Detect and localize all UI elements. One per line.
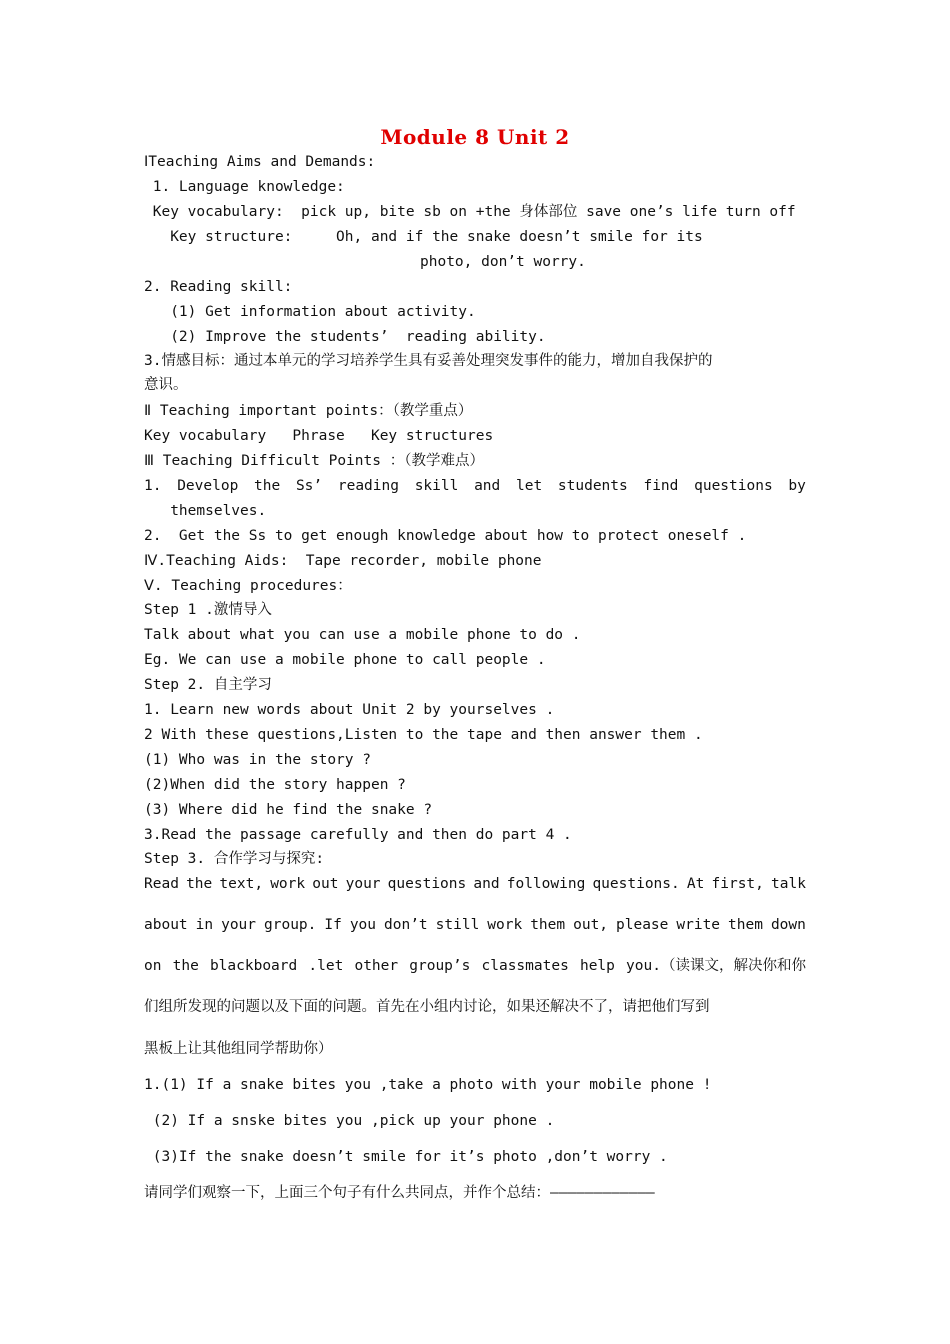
text-line-35: 1.(1) If a snake bites you ,take a photo with your mobile phone ! (144, 1077, 712, 1093)
document-title: Module 8 Unit 2 (380, 125, 570, 149)
text-line-7: (1) Get information about activity. (144, 304, 476, 320)
text-line-27: (3) Where did he find the snake ? (144, 802, 433, 818)
text-line-32: on the blackboard .let other group’s classmates help you.（读课文，解决你和你 (144, 958, 806, 974)
text-line-6: 2. Reading skill: (144, 279, 293, 295)
text-line-10: 意识。 (144, 377, 188, 393)
text-line-23: 1. Learn new words about Unit 2 by yourselves . (144, 702, 555, 718)
text-line-30: Read the text, work out your questions and following questions. At first, talk (144, 876, 806, 892)
text-line-11: Ⅱ Teaching important points：（教学重点） (144, 403, 473, 419)
text-line-24: 2 With these questions,Listen to the tape and then answer them . (144, 727, 703, 743)
text-line-29: Step 3. 合作学习与探究: (144, 851, 325, 867)
text-line-21: Eg. We can use a mobile phone to call people . (144, 652, 546, 668)
text-line-19: Step 1 .激情导入 (144, 602, 272, 618)
text-line-20: Talk about what you can use a mobile phone to do . (144, 627, 581, 643)
text-line-3: Key vocabulary: pick up, bite sb on +the 身体部位 save one’s life turn off (144, 204, 796, 220)
text-line-26: (2)When did the story happen ? (144, 777, 406, 793)
text-line-34: 黑板上让其他组同学帮助你） (144, 1041, 333, 1057)
text-line-2: 1. Language knowledge: (144, 179, 345, 195)
text-line-31: about in your group. If you don’t still work them out, please write them down (144, 917, 806, 933)
text-line-28: 3.Read the passage carefully and then do part 4 . (144, 827, 572, 843)
text-line-12: Key vocabulary Phrase Key structures (144, 428, 494, 444)
text-line-9: 3.情感目标：通过本单元的学习培养学生具有妥善处理突发事件的能力，增加自我保护的 (144, 353, 713, 369)
text-line-37: (3)If the snake doesn’t smile for it’s photo ,don’t worry . (144, 1149, 668, 1165)
text-line-13: Ⅲ Teaching Difficult Points ：（教学难点） (144, 453, 484, 469)
text-line-17: Ⅳ.Teaching Aids: Tape recorder, mobile phone (144, 553, 542, 569)
text-line-16: 2. Get the Ss to get enough knowledge about how to protect oneself . (144, 528, 747, 544)
text-line-8: (2) Improve the students’ reading ability. (144, 329, 546, 345)
text-line-36: (2) If a snske bites you ,pick up your phone . (144, 1113, 555, 1129)
text-line-4: Key structure: Oh, and if the snake doesn’t smile for its (144, 229, 703, 245)
text-line-1: ⅠTeaching Aims and Demands: (144, 154, 376, 170)
text-line-25: (1) Who was in the story ? (144, 752, 371, 768)
text-line-18: Ⅴ. Teaching procedures： (144, 578, 352, 594)
text-line-14: 1. Develop the Ss’ reading skill and let students find questions by (144, 478, 806, 494)
text-line-38: 请同学们观察一下，上面三个句子有什么共同点，并作个总结：———————————— (144, 1185, 655, 1201)
text-line-5: photo, don’t worry. (420, 254, 586, 270)
text-line-33: 们组所发现的问题以及下面的问题。首先在小组内讨论，如果还解决不了，请把他们写到 (144, 999, 710, 1015)
text-line-22: Step 2. 自主学习 (144, 677, 272, 693)
text-line-15: themselves. (144, 503, 267, 519)
